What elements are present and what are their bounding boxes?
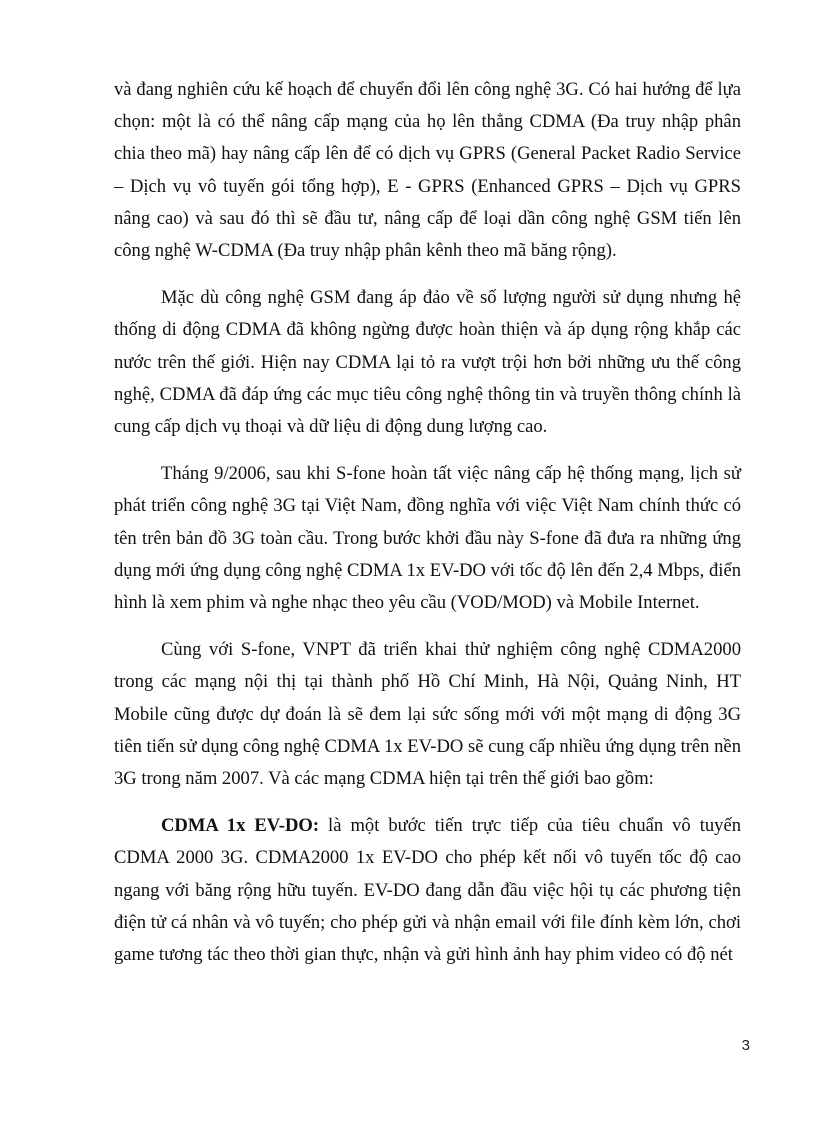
- body-text: [114, 74, 741, 971]
- paragraph-vnpt-cdma2000: Cùng với S-fone, VNPT đã triển khai thử nghiệm công nghệ CDMA2000 trong các mạng nội thị tại thành phố Hồ Chí Minh, Hà Nội, Quảng Ninh, HT Mobile cũng được dự đoán là sẽ đem lại sức sống mới với một mạng di động 3G tiên tiến sử dụng công nghệ CDMA 1x EV-DO sẽ cung cấp nhiều ứng dụng trên nền 3G trong năm 2007. Và các mạng CDMA hiện tại trên thế giới bao gồm:: [114, 639, 741, 790]
- term-cdma-evdo: CDMA 1x EV-DO:: [161, 815, 320, 837]
- page-number: 3: [741, 1037, 750, 1054]
- paragraph-cdma-advantages: Mặc dù công nghệ GSM đang áp đảo về số lượng người sử dụng nhưng hệ thống di động CDMA đã không ngừng được hoàn thiện và áp dụng rộng khắp các nước trên thế giới. Hiện nay CDMA lại tỏ ra vượt trội hơn bởi những ưu thế công nghệ, CDMA đã đáp ứng các mục tiêu công nghệ thông tin và truyền thông chính là cung cấp dịch vụ thoại và dữ liệu di động dung lượng cao.: [114, 287, 741, 438]
- paragraph-cdma-evdo: [114, 810, 741, 971]
- paragraph-cdma-evdo-text: là một bước tiến trực tiếp của tiêu chuẩn vô tuyến CDMA 2000 3G. CDMA2000 1x EV-DO cho phép kết nối vô tuyến tốc độ cao ngang với băng rộng hữu tuyến. EV-DO đang dẫn đầu việc hội tụ các phương tiện điện tử cá nhân và vô tuyến; cho phép gửi và nhận email với file đính kèm lớn, chơi game tương tác theo thời gian thực, nhận và gửi hình ảnh hay phim video có độ nét: [114, 815, 742, 966]
- paragraph-gsm-migration: và đang nghiên cứu kế hoạch để chuyển đổi lên công nghệ 3G. Có hai hướng để lựa chọn: một là có thể nâng cấp mạng của họ lên thẳng CDMA (Đa truy nhập phân chia theo mã) hay nâng cấp lên để có dịch vụ GPRS (General Packet Radio Service – Dịch vụ vô tuyến gói tổng hợp), E - GPRS (Enhanced GPRS – Dịch vụ GPRS nâng cao) và sau đó thì sẽ đầu tư, nâng cấp để loại dần công nghệ GSM tiến lên công nghệ W-CDMA (Đa truy nhập phân kênh theo mã băng rộng).: [114, 79, 741, 262]
- paragraph-sfone-3g: Tháng 9/2006, sau khi S-fone hoàn tất việc nâng cấp hệ thống mạng, lịch sử phát triển công nghệ 3G tại Việt Nam, đồng nghĩa với việc Việt Nam chính thức có tên trên bản đồ 3G toàn cầu. Trong bước khởi đầu này S-fone đã đưa ra những ứng dụng mới ứng dụng công nghệ CDMA 1x EV-DO với tốc độ lên đến 2,4 Mbps, điển hình là xem phim và nghe nhạc theo yêu cầu (VOD/MOD) và Mobile Internet.: [114, 463, 741, 614]
